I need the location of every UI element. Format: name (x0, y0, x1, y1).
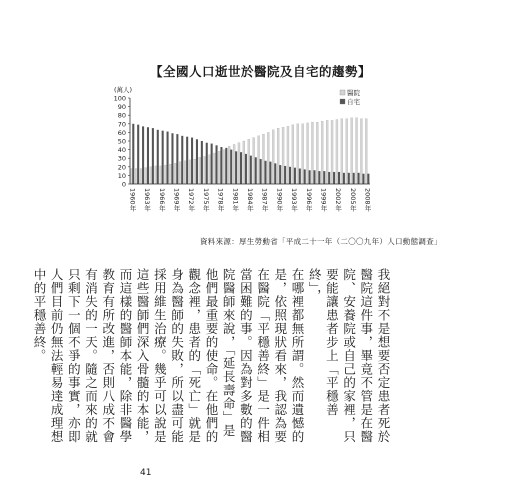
x-tick-label: 1972年 (187, 188, 196, 212)
bar-hospital (213, 153, 215, 184)
bar-hospital (248, 139, 250, 184)
bar-hospital (282, 127, 284, 184)
bar-hospital (223, 150, 225, 184)
bar-hospital (140, 169, 142, 184)
body-text (31, 268, 392, 448)
bar-home (279, 165, 281, 184)
y-tick-label: 90 (117, 103, 126, 112)
x-tick-label: 1990年 (275, 188, 284, 212)
bar-home (333, 172, 335, 184)
legend-swatch (340, 99, 345, 104)
bar-hospital (351, 118, 353, 184)
bar-home (167, 132, 169, 184)
bar-hospital (267, 132, 269, 184)
legend-swatch (340, 90, 345, 95)
bar-hospital (155, 166, 157, 184)
bar-home (343, 173, 345, 184)
bar-hospital (184, 161, 186, 184)
y-axis-label: (萬人) (114, 86, 133, 94)
bar-hospital (209, 155, 211, 184)
bar-hospital (356, 118, 358, 184)
bar-home (313, 170, 315, 184)
bar-hospital (218, 151, 220, 184)
bar-hospital (243, 141, 245, 184)
bar-hospital (199, 157, 201, 184)
source-note: 資料來源：厚生勞動省「平成二十一年（二〇〇九年）人口動態調查」 (200, 237, 442, 246)
bar-home (196, 139, 198, 184)
bar-home (367, 174, 369, 184)
legend-label: 自宅 (347, 98, 360, 106)
x-tick-label: 2005年 (348, 188, 357, 212)
bar-home (265, 161, 267, 184)
bar-home (284, 166, 286, 184)
bar-home (147, 127, 149, 184)
title-bracket-open: 【 (150, 64, 164, 79)
x-tick-label: 1993年 (290, 188, 299, 212)
paragraph: 我絕對不是想要否定患者死於醫院這件事，畢竟不管是在醫院、安養院或自己的家裡，只要能讓患者步上「平穩善終」， (307, 268, 391, 444)
bar-home (162, 131, 164, 184)
y-tick-label: 60 (117, 128, 126, 137)
bar-home (362, 174, 364, 184)
legend-label: 醫院 (347, 89, 360, 97)
x-tick-label: 1984年 (246, 188, 254, 212)
bar-home (230, 150, 232, 184)
bar-home (269, 162, 271, 184)
bar-hospital (164, 165, 166, 184)
y-tick-label: 30 (117, 154, 126, 163)
bar-hospital (365, 119, 367, 184)
title-text: 全國人口逝世於醫院及自宅的趨勢 (163, 64, 359, 79)
chart-title (150, 62, 371, 80)
x-tick-label: 1969年 (172, 188, 181, 212)
bar-hospital (160, 166, 162, 184)
x-tick-label: 2008年 (363, 188, 372, 212)
bar-hospital (228, 146, 230, 184)
x-tick-label: 1975年 (201, 188, 210, 212)
bar-hospital (189, 160, 191, 184)
paragraph: 在哪裡都無所謂。然而遺憾的是，依照現狀看來，我認為要在醫院「平穩善終」是一件相當困難的事。因為對多數的醫院醫師來說，「延長壽命」是他們最重要的使命。在他們的觀念裡，患者的「死亡」就是身為醫師的失敗，所以盡可能採用維生治療。幾乎可以說是這些醫師們深入骨髓的本能，而這樣的醫師本能，除非醫學教育有所改進，否則八成不會有消失的一天。隨之而來的就只剩下一個不爭的事實，亦即人們目前仍無法輕易達成理想中的平穩善終。 (31, 268, 305, 444)
bar-home (289, 167, 291, 184)
bar-home (318, 171, 320, 184)
x-tick-label: 1966年 (157, 188, 166, 212)
bar-hospital (292, 125, 294, 184)
bar-home (240, 152, 242, 184)
bar-hospital (194, 159, 196, 184)
bar-hospital (341, 119, 343, 184)
y-tick-label: 0 (121, 180, 126, 189)
title-bracket-close: 】 (358, 64, 372, 79)
bar-hospital (321, 121, 323, 184)
y-tick-label: 50 (117, 137, 126, 146)
x-tick-label: 1996年 (304, 188, 313, 212)
bar-hospital (258, 136, 260, 184)
bar-home (245, 154, 247, 184)
bar-hospital (302, 124, 304, 184)
bar-hospital (130, 169, 132, 184)
bar-home (358, 173, 360, 184)
bar-home (137, 125, 139, 184)
x-tick-label: 1999年 (319, 188, 328, 212)
bar-hospital (204, 156, 206, 184)
bar-hospital (287, 126, 289, 184)
bar-hospital (135, 169, 137, 184)
y-tick-label: 80 (117, 111, 126, 120)
bar-hospital (262, 134, 264, 184)
bar-home (211, 144, 213, 184)
bar-hospital (169, 164, 171, 184)
y-tick-label: 100 (113, 94, 126, 103)
bar-home (216, 145, 218, 184)
bar-hospital (336, 120, 338, 185)
y-tick-label: 70 (117, 120, 126, 129)
bar-home (152, 128, 154, 184)
bar-hospital (297, 124, 299, 184)
bar-hospital (179, 162, 181, 184)
y-tick-label: 40 (117, 146, 126, 155)
bar-home (323, 171, 325, 184)
bar-home (260, 159, 262, 184)
bar-home (353, 173, 355, 184)
page-number: 41 (140, 468, 152, 478)
bar-hospital (150, 167, 152, 184)
bar-home (157, 130, 159, 184)
y-tick-label: 10 (117, 171, 126, 180)
bar-home (304, 169, 306, 184)
bar-home (235, 151, 237, 184)
bar-home (171, 133, 173, 184)
bar-home (220, 147, 222, 184)
bar-hospital (238, 143, 240, 184)
bar-home (186, 137, 188, 184)
bar-home (181, 136, 183, 184)
bar-hospital (346, 119, 348, 184)
bar-home (206, 143, 208, 184)
x-tick-label: 1978年 (216, 188, 225, 212)
bar-home (299, 169, 301, 184)
death-location-chart (108, 84, 398, 232)
bar-hospital (360, 119, 362, 184)
bar-hospital (331, 120, 333, 184)
bar-hospital (311, 122, 313, 184)
bar-hospital (316, 122, 318, 184)
bar-home (328, 172, 330, 184)
bar-hospital (326, 120, 328, 184)
bar-hospital (233, 144, 235, 184)
bar-home (191, 138, 193, 184)
bar-home (225, 148, 227, 184)
y-tick-label: 20 (117, 163, 126, 172)
bar-home (250, 156, 252, 184)
bar-home (132, 124, 134, 184)
bar-home (176, 134, 178, 184)
bar-hospital (272, 130, 274, 184)
bar-home (201, 141, 203, 184)
bar-home (274, 163, 276, 184)
x-tick-label: 2002年 (334, 188, 343, 212)
x-tick-label: 1963年 (143, 188, 152, 212)
bar-hospital (145, 168, 147, 184)
bar-hospital (253, 138, 255, 184)
bar-home (294, 168, 296, 184)
bar-home (255, 157, 257, 184)
bar-home (142, 126, 144, 184)
bar-hospital (277, 128, 279, 184)
bar-home (338, 172, 340, 184)
x-tick-label: 1987年 (260, 188, 269, 212)
bar-home (348, 173, 350, 184)
bar-hospital (174, 163, 176, 184)
bar-home (309, 170, 311, 184)
x-tick-label: 1960年 (128, 188, 137, 212)
bar-hospital (307, 123, 309, 184)
x-tick-label: 1981年 (231, 188, 240, 212)
